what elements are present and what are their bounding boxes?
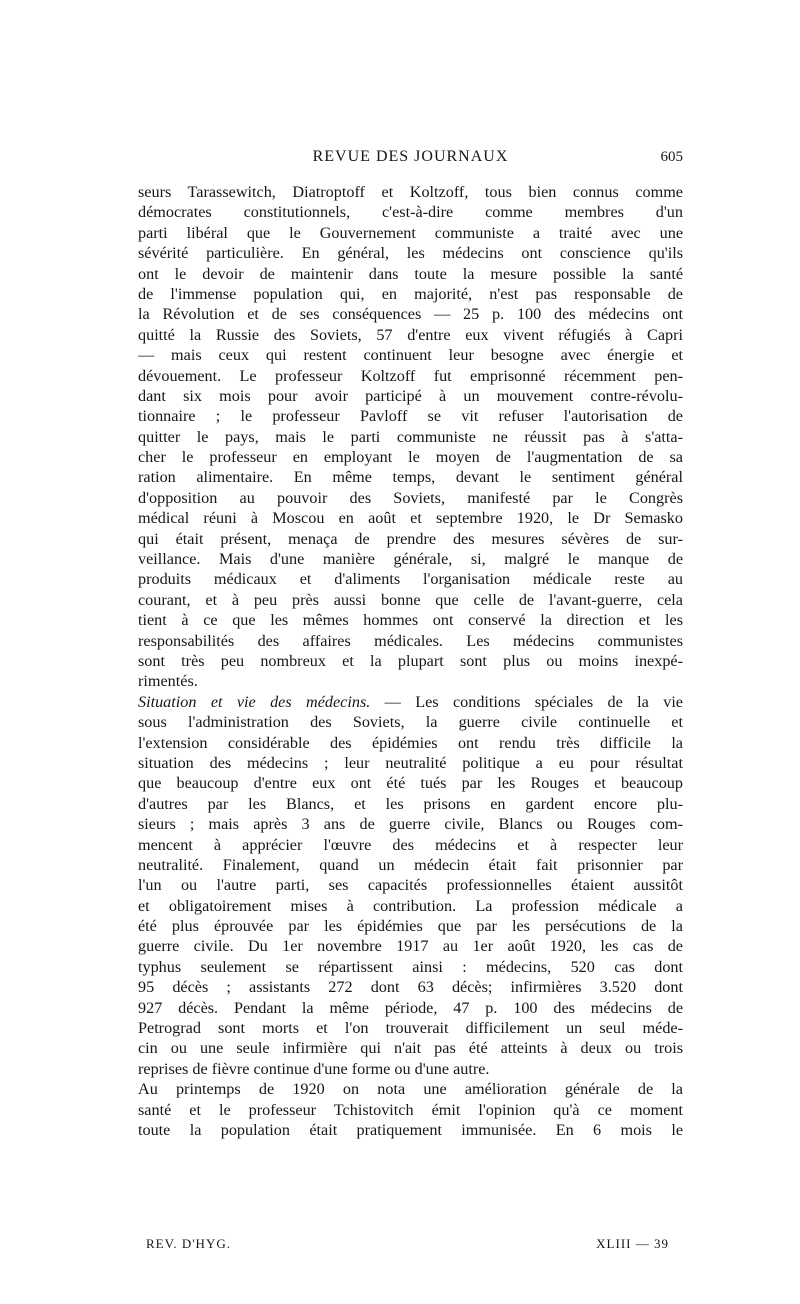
text-line: tionnaire ; le professeur Pavloff se vit refuser l'autorisation de xyxy=(138,407,683,426)
text-line: dant six mois pour avoir participé à un mouvement contre-révolu- xyxy=(138,386,683,405)
text-line: Petrograd sont morts et l'on trouverait difficilement un seul méde- xyxy=(138,1019,683,1038)
text-line: sont très peu nombreux et la plupart sont plus ou moins inexpé- xyxy=(138,651,683,670)
section-heading: Situation et vie des médecins. xyxy=(138,692,371,711)
text-line: — Les conditions spéciales de la vie xyxy=(384,692,683,711)
text-line: que beaucoup d'entre eux ont été tués par les Rouges et beaucoup xyxy=(138,774,683,793)
volume-signature: XLIII — 39 xyxy=(596,1236,669,1251)
text-line: reprises de fièvre continue d'une forme ou d'une autre. xyxy=(138,1059,490,1078)
text-line: été plus éprouvée par les épidémies que par les persécutions de la xyxy=(138,917,683,936)
text-line: quitté la Russie des Soviets, 57 d'entre eux vivent réfugiés à Capri xyxy=(138,325,683,344)
section-heading-line xyxy=(138,692,683,712)
text-line: parti libéral que le Gouvernement communiste a traité avec une xyxy=(138,223,683,242)
text-line: veillance. Mais d'une manière générale, si, malgré le manque de xyxy=(138,550,683,569)
text-line: responsabilités des affaires médicales. Les médecins communistes xyxy=(138,631,683,650)
text-line: toute la population était pratiquement immunisée. En 6 mois le xyxy=(138,1120,683,1139)
text-line: Au printemps de 1920 on nota une amélioration générale de la xyxy=(138,1080,683,1099)
text-line: — mais ceux qui restent continuent leur besogne avec énergie et xyxy=(138,346,683,365)
article-body xyxy=(138,182,683,1140)
text-line: sieurs ; mais après 3 ans de guerre civile, Blancs ou Rouges com- xyxy=(138,815,683,834)
text-line: mencent à apprécier l'œuvre des médecins et à respecter leur xyxy=(138,835,683,854)
text-line: d'autres par les Blancs, et les prisons en gardent encore plu- xyxy=(138,794,683,813)
text-line: cin ou une seule infirmière qui n'ait pas été atteints à deux ou trois xyxy=(138,1039,683,1058)
text-line: d'opposition au pouvoir des Soviets, manifesté par le Congrès xyxy=(138,488,683,507)
text-line: qui était présent, menaça de prendre des mesures sévères de sur- xyxy=(138,529,683,548)
text-line: médical réuni à Moscou en août et septembre 1920, le Dr Semasko xyxy=(138,509,683,528)
text-line: seurs Tarassewitch, Diatroptoff et Koltzoff, tous bien connus comme xyxy=(138,183,683,201)
page-number: 605 xyxy=(660,149,683,165)
text-line: dévouement. Le professeur Koltzoff fut emprisonné récemment pen- xyxy=(138,366,683,385)
page-header xyxy=(138,146,683,170)
text-line: quitter le pays, mais le parti communiste ne réussit pas à s'atta- xyxy=(138,427,683,446)
text-line: neutralité. Finalement, quand un médecin était fait prisonnier par xyxy=(138,855,683,874)
journal-abbreviation: REV. D'HYG. xyxy=(146,1236,231,1251)
text-line: l'extension considérable des épidémies ont rendu très difficile la xyxy=(138,733,683,752)
text-line: la Révolution et de ses conséquences — 25 p. 100 des médecins ont xyxy=(138,305,683,324)
text-line: cher le professeur en employant le moyen de l'augmentation de sa xyxy=(138,448,683,467)
text-line: démocrates constitutionnels, c'est-à-dire comme membres d'un xyxy=(138,203,683,222)
text-line: de l'immense population qui, en majorité, n'est pas responsable de xyxy=(138,284,683,303)
text-line: rimentés. xyxy=(138,672,198,691)
text-line: typhus seulement se répartissent ainsi : médecins, 520 cas dont xyxy=(138,957,683,976)
text-line: 927 décès. Pendant la même période, 47 p. 100 des médecins de xyxy=(138,998,683,1017)
text-line: tient à ce que les mêmes hommes ont conservé la direction et les xyxy=(138,611,683,630)
text-line: et obligatoirement mises à contribution. La profession médicale a xyxy=(138,896,683,915)
text-line: ont le devoir de maintenir dans toute la mesure possible la santé xyxy=(138,264,683,283)
text-line: sous l'administration des Soviets, la guerre civile continuelle et xyxy=(138,713,683,732)
text-line: situation des médecins ; leur neutralité politique a eu pour résultat xyxy=(138,753,683,772)
text-line: santé et le professeur Tchistovitch émit l'opinion qu'à ce moment xyxy=(138,1100,683,1119)
text-line: produits médicaux et d'aliments l'organisation médicale reste au xyxy=(138,570,683,589)
text-line: sévérité particulière. En général, les médecins ont conscience qu'ils xyxy=(138,244,683,263)
text-line: ration alimentaire. En même temps, devant le sentiment général xyxy=(138,468,683,487)
text-line: 95 décès ; assistants 272 dont 63 décès; infirmières 3.520 dont xyxy=(138,978,683,997)
text-line: courant, et à peu près aussi bonne que celle de l'avant-guerre, cela xyxy=(138,590,683,609)
text-line: guerre civile. Du 1er novembre 1917 au 1er août 1920, les cas de xyxy=(138,937,683,956)
page-footer xyxy=(146,1236,669,1258)
text-line: l'un ou l'autre parti, ses capacités professionnelles étaient aussitôt xyxy=(138,876,683,895)
running-head: REVUE DES JOURNAUX xyxy=(312,148,509,165)
